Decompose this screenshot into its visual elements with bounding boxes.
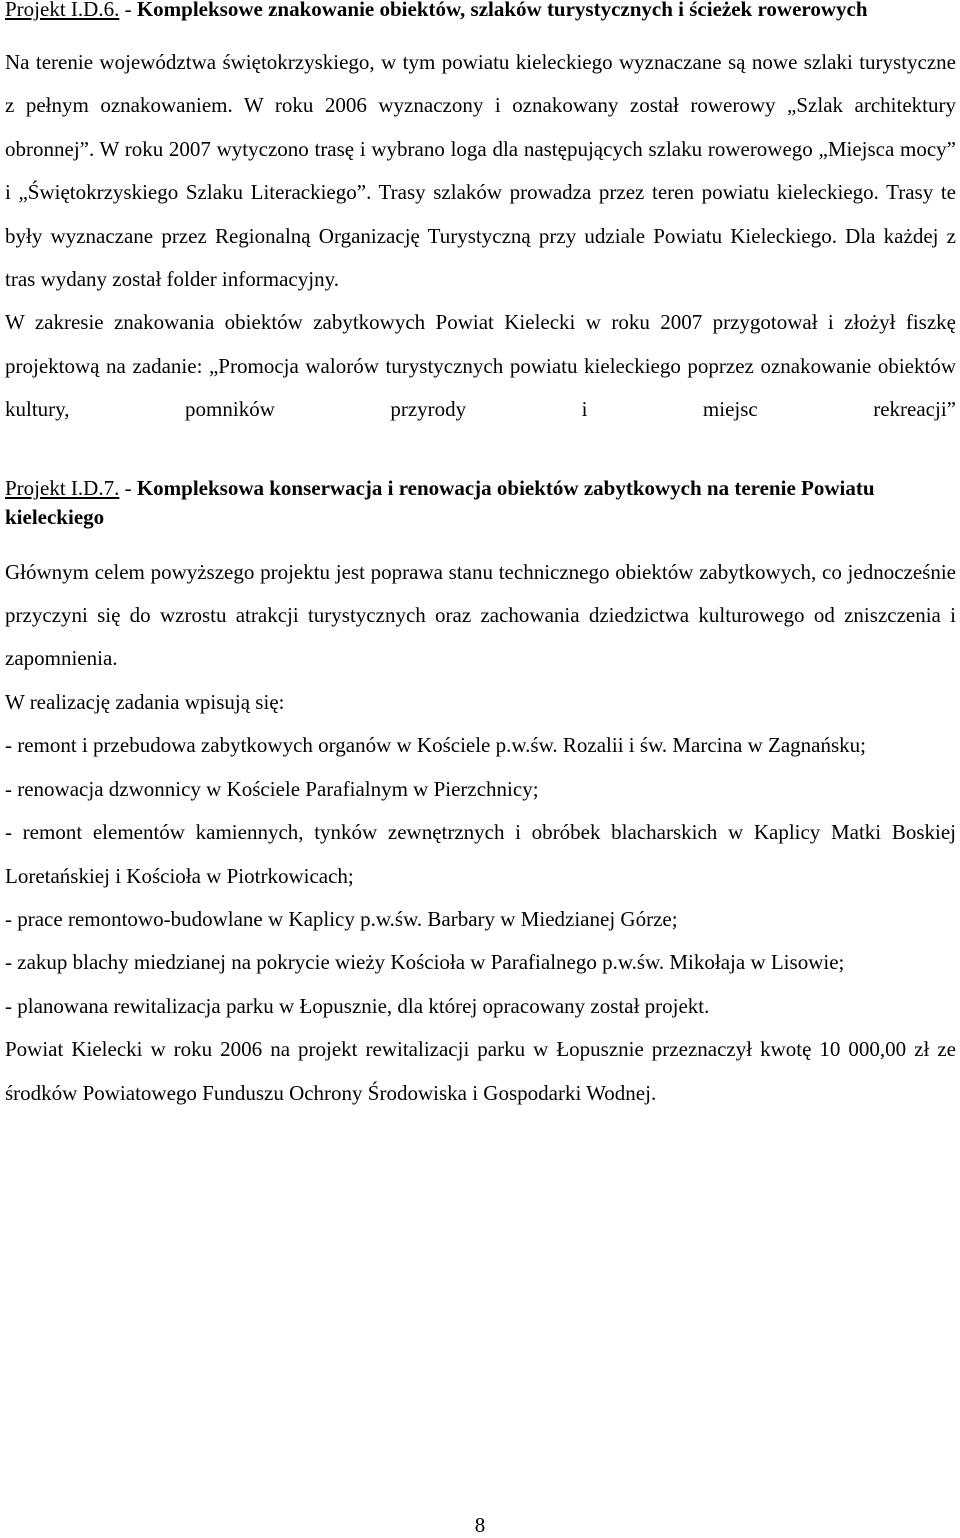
paragraph-funding: Powiat Kielecki w roku 2006 na projekt rewitalizacji parku w Łopusznie przeznaczył kwotę 10 000,00 zł ze środków Powiatowego Funduszu Ochrony Środowiska i Gospodarki Wodnej.	[5, 1037, 956, 1105]
section-title: Kompleksowa konserwacja i renowacja obiektów zabytkowych na terenie Powiatu kieleckiego	[5, 475, 875, 529]
list-item: - renowacja dzwonnicy w Kościele Parafialnym w Pierzchnicy;	[5, 776, 539, 801]
section-title: Kompleksowe znakowanie obiektów, szlaków turystycznych i ścieżek rowerowych	[136, 0, 868, 21]
project-number: Projekt I.D.7.	[5, 475, 120, 500]
list-item: - prace remontowo-budowlane w Kaplicy p.w.św. Barbary w Miedzianej Górze;	[5, 906, 678, 931]
section-heading-id7	[5, 474, 956, 532]
document-page	[5, 0, 956, 1115]
section-heading-id6	[5, 0, 956, 24]
list-item: - remont i przebudowa zabytkowych organów w Kościele p.w.św. Rozalii i św. Marcina w Zagnańsku;	[5, 733, 866, 758]
list-intro: W realizację zadania wpisują się:	[5, 689, 285, 714]
heading-dash: -	[119, 475, 137, 500]
list-item: - zakup blachy miedzianej na pokrycie wieży Kościoła w Parafialnego p.w.św. Mikołaja w Lisowie;	[5, 950, 845, 975]
list-item: - planowana rewitalizacja parku w Łopusznie, dla której opracowany został projekt.	[5, 993, 710, 1018]
page-number: 8	[474, 1513, 486, 1537]
paragraph-trails: Na terenie województwa świętokrzyskiego, w tym powiatu kieleckiego wyznaczane są nowe szlaki turystyczne z pełnym oznakowaniem. W roku 2006 wyznaczony i oznakowany został rowerowy „Szlak architektury obronnej”. W roku 2007 wytyczono trasę i wybrano loga dla następujących szlaku rowerowego „Miejsca mocy” i „Świętokrzyskiego Szlaku Literackiego”. Trasy szlaków prowadza przez teren powiatu kieleckiego. Trasy te były wyznaczane przez Regionalną Organizację Turystyczną przy udziale Powiatu Kieleckiego. Dla każdej z tras wydany został folder informacyjny.	[5, 50, 956, 292]
project-number: Projekt I.D.6.	[5, 0, 120, 21]
heading-dash: -	[119, 0, 137, 21]
list-item: - remont elementów kamiennych, tynków zewnętrznych i obróbek blacharskich w Kaplicy Matki Boskiej Loretańskiej i Kościoła w Piotrkowicach;	[5, 820, 956, 888]
paragraph-monument-marking: W zakresie znakowania obiektów zabytkowych Powiat Kielecki w roku 2007 przygotował i złożył fiszkę projektową na zadanie: „Promocja walorów turystycznych powiatu kieleckiego poprzez oznakowanie obiektów kultury, pomników przyrody i miejsc rekreacji”	[5, 310, 956, 422]
paragraph-project-goal: Głównym celem powyższego projektu jest poprawa stanu technicznego obiektów zabytkowych, co jednocześnie przyczyni się do wzrostu atrakcji turystycznych oraz zachowania dziedzictwa kulturowego od zniszczenia i zapomnienia.	[5, 559, 956, 671]
